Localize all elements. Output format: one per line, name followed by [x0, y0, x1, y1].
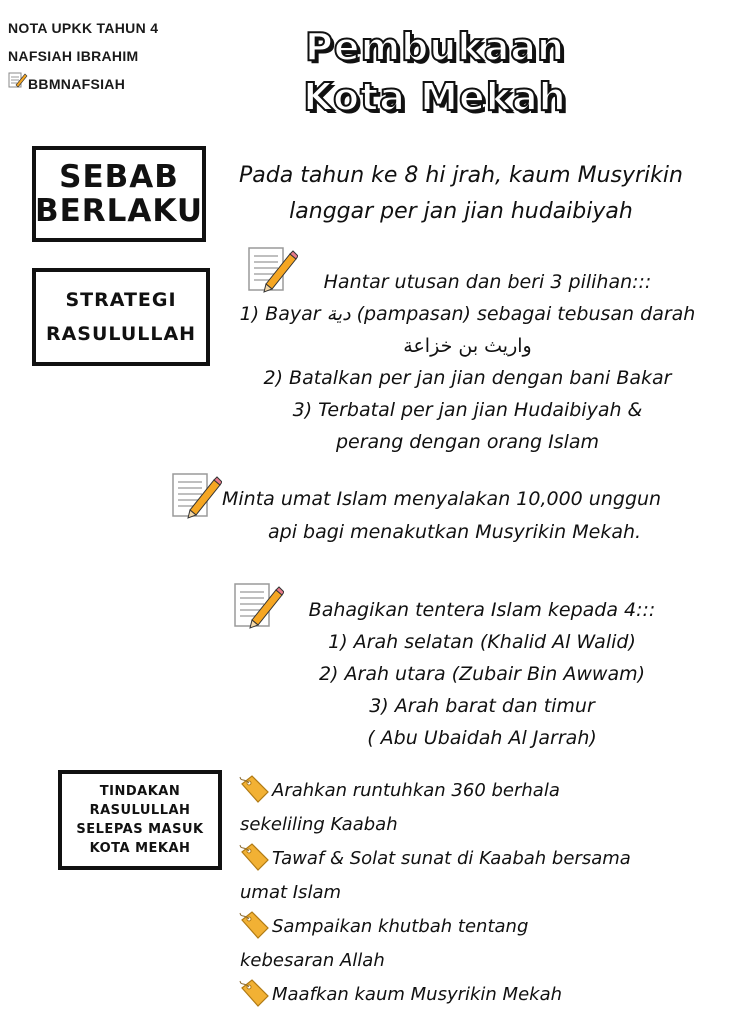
header-line-1: NOTA UPKK TAHUN 4 [8, 20, 159, 36]
tentera-item-2: 2) Arah utara (Zubair Bin Awwam) [318, 663, 646, 685]
header-meta [8, 14, 158, 98]
sebab-label-box [32, 146, 206, 242]
strategi-item-1-arabic: واريث بن خزاعة [403, 335, 532, 357]
strategi-item-3-line-1: 3) Terbatal per jan jian Hudaibiyah & [292, 399, 643, 421]
strategi-label-line-2: RASULULLAH [45, 323, 197, 345]
tindakan-item-1-line-1: Arahkan runtuhkan 360 berhala [272, 780, 560, 801]
tindakan-item-1-line-2: sekeliling Kaabah [240, 814, 398, 835]
tentera-item-3b: ( Abu Ubaidah Al Jarrah) [367, 727, 597, 749]
page-title [270, 22, 600, 122]
sebab-text-line-2: langgar per jan jian hudaibiyah [289, 199, 633, 224]
memo-pencil-icon [8, 71, 28, 89]
unggun-line-1: Minta umat Islam menyalakan 10,000 unggun [222, 488, 662, 510]
tindakan-label-line-4: KOTA MEKAH [89, 841, 191, 856]
label-tag-icon [238, 978, 270, 1008]
header-line-2: NAFSIAH IBRAHIM [8, 48, 139, 64]
strategi-label-box [32, 268, 210, 366]
list-item [238, 910, 718, 944]
tindakan-label-line-2: RASULULLAH [89, 803, 191, 818]
list-item [238, 774, 718, 808]
tentera-intro: Bahagikan tentera Islam kepada 4::: [308, 599, 656, 621]
tindakan-item-4-line-1: Maafkan kaum Musyrikin Mekah [272, 984, 563, 1005]
strategi-label-line-1: STRATEGI [65, 289, 177, 311]
sebab-label-line-2: BERLAKU [34, 193, 204, 229]
tindakan-label-line-3: SELEPAS MASUK [76, 822, 204, 837]
strategi-item-1: 1) Bayar دية (pampasan) sebagai tebusan darah [239, 303, 696, 325]
list-item [238, 978, 718, 1012]
list-item [238, 842, 718, 876]
label-tag-icon [238, 774, 270, 804]
title-line-2: Kota Mekah [303, 75, 567, 119]
sebab-text [206, 158, 716, 230]
sebab-label-line-1: SEBAB [59, 159, 179, 195]
tindakan-item-2-line-1: Tawaf & Solat sunat di Kaabah bersama [272, 848, 631, 869]
tindakan-label-line-1: TINDAKAN [99, 784, 181, 799]
tindakan-list [238, 774, 718, 1012]
sebab-text-line-1: Pada tahun ke 8 hi jrah, kaum Musyrikin [239, 163, 683, 188]
unggun-text [222, 483, 702, 549]
title-line-1: Pembukaan [304, 25, 566, 69]
label-tag-icon [238, 910, 270, 940]
tindakan-item-3-line-2: kebesaran Allah [240, 950, 385, 971]
tentera-item-3: 3) Arah barat dan timur [369, 695, 595, 717]
memo-pencil-icon [170, 470, 222, 522]
tindakan-item-2-line-2: umat Islam [240, 882, 342, 903]
strategi-text [206, 266, 729, 458]
header-handle: BBMNAFSIAH [28, 76, 126, 92]
header-line-3 [8, 70, 158, 98]
strategi-item-2: 2) Batalkan per jan jian dengan bani Bakar [263, 367, 672, 389]
strategi-item-3-line-2: perang dengan orang Islam [335, 431, 600, 453]
tentera-item-1: 1) Arah selatan (Khalid Al Walid) [328, 631, 636, 653]
tindakan-label-box [58, 770, 222, 870]
tentera-text [272, 594, 692, 754]
unggun-line-2: api bagi menakutkan Musyrikin Mekah. [268, 521, 642, 543]
strategi-intro: Hantar utusan dan beri 3 pilihan::: [323, 271, 652, 293]
label-tag-icon [238, 842, 270, 872]
tindakan-item-3-line-1: Sampaikan khutbah tentang [272, 916, 529, 937]
